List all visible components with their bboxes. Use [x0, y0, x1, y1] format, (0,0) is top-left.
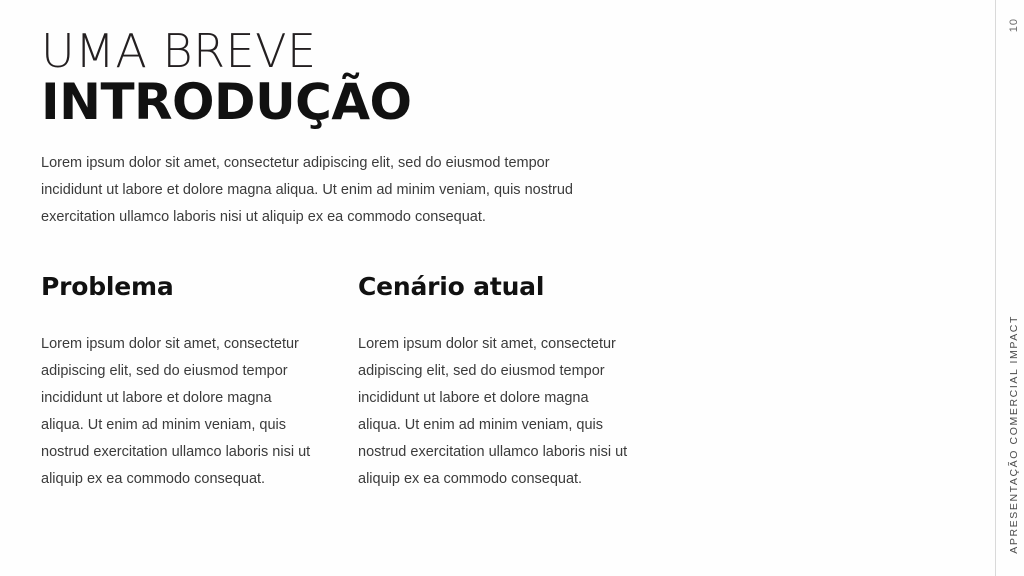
column-heading: Cenário atual — [358, 272, 545, 301]
column-body: Lorem ipsum dolor sit amet, consectetur adipiscing elit, sed do eiusmod tempor incididunt ut labore et dolore magna aliqua. Ut enim ad minim veniam, quis nostrud exercitation ullamco laboris nisi ut aliquip ex ea commodo consequat. — [358, 336, 628, 487]
column-heading: Problema — [41, 272, 174, 301]
page-title — [41, 26, 681, 130]
column-problema — [41, 272, 311, 493]
column-cenario-atual — [358, 272, 628, 493]
content-columns — [41, 272, 691, 493]
intro-paragraph: Lorem ipsum dolor sit amet, consectetur adipiscing elit, sed do eiusmod tempor incididunt ut labore et dolore magna aliqua. Ut enim ad minim veniam, quis nostrud exercitation ullamco laboris nisi ut aliquip ex ea commodo consequat. — [41, 155, 573, 225]
title-line-1: UMA BREVE — [41, 24, 317, 78]
side-footer-text: APRESENTAÇÃO COMERCIAL IMPACT — [1008, 315, 1020, 554]
column-body: Lorem ipsum dolor sit amet, consectetur adipiscing elit, sed do eiusmod tempor incididunt ut labore et dolore magna aliqua. Ut enim ad minim veniam, quis nostrud exercitation ullamco laboris nisi ut aliquip ex ea commodo consequat. — [41, 336, 311, 487]
page-number: 10 — [1008, 18, 1020, 33]
right-vertical-divider — [995, 0, 996, 576]
title-line-2: INTRODUÇÃO — [41, 73, 412, 131]
